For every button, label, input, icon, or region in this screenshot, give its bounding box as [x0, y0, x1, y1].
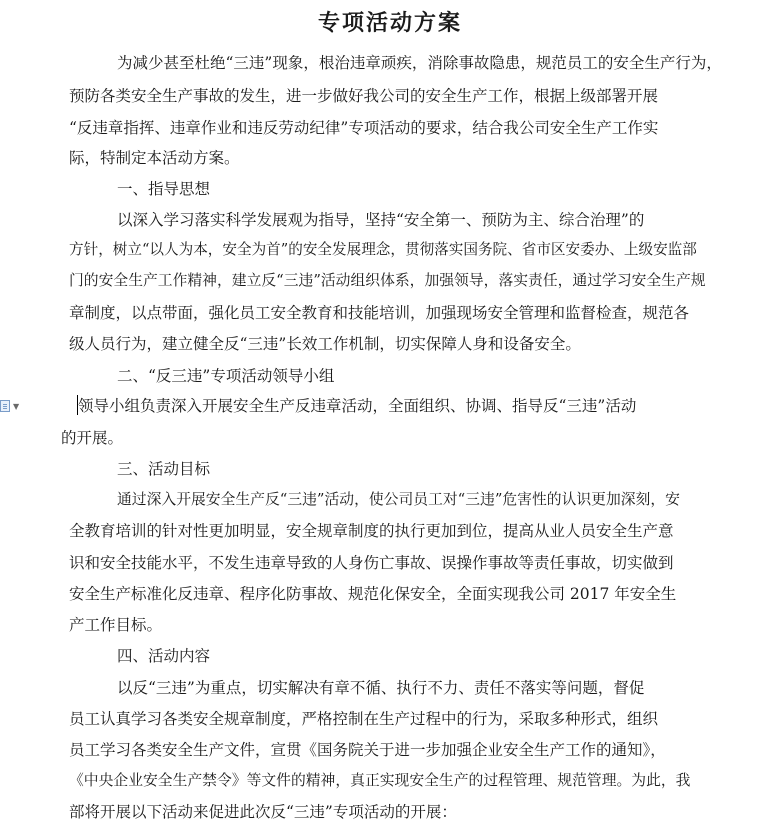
- paste-options-icon[interactable]: [0, 400, 10, 412]
- paragraph-line: 为减少甚至杜绝“三违”现象，根治违章顽疾，消除事故隐患，规范员工的安全生产行为，: [117, 54, 722, 72]
- paragraph-line: 预防各类安全生产事故的发生，进一步做好我公司的安全生产工作，根据上级部署开展: [69, 87, 659, 105]
- paragraph-line: 通过深入开展安全生产反“三违”活动，使公司员工对“三违”危害性的认识更加深刻，安: [117, 491, 680, 508]
- paragraph-line: 《中央企业安全生产禁令》等文件的精神，真正实现安全生产的过程管理、规范管理。为此，我: [69, 772, 691, 789]
- document-title: 专项活动方案: [317, 10, 462, 36]
- section-heading: 二、“反三违”专项活动领导小组: [117, 367, 335, 385]
- paragraph-line: 部将开展以下活动来促进此次反“三违”专项活动的开展：: [69, 803, 457, 821]
- paragraph-line: 领导小组负责深入开展安全生产反违章活动，全面组织、协调、指导反“三违”活动: [78, 397, 637, 415]
- paragraph-line: 以深入学习落实科学发展观为指导，坚持“安全第一、预防为主、综合治理”的: [117, 211, 645, 229]
- paragraph-line: 产工作目标。: [69, 616, 163, 634]
- paragraph-line: 以反“三违”为重点，切实解决有章不循、执行不力、责任不落实等问题，督促: [117, 679, 645, 697]
- paragraph-line: 的开展。: [61, 429, 124, 447]
- section-heading: 三、活动目标: [117, 460, 211, 478]
- paragraph-line: 际，特制定本活动方案。: [69, 149, 240, 167]
- paragraph-line: 门的安全生产工作精神，建立反“三违”活动组织体系，加强领导，落实责任，通过学习安全生产规: [69, 272, 706, 289]
- paragraph-line: 员工学习各类安全生产文件，宣贯《国务院关于进一步加强企业安全生产工作的通知》，: [69, 741, 666, 759]
- paragraph-line: 员工认真学习各类安全规章制度，严格控制在生产过程中的行为，采取多种形式，组织: [69, 710, 659, 728]
- section-heading: 四、活动内容: [117, 647, 211, 665]
- paragraph-line: 方针，树立“以人为本，安全为首”的安全发展理念，贯彻落实国务院、省市区安委办、上级安监部: [69, 241, 697, 258]
- paragraph-line: “反违章指挥、违章作业和违反劳动纪律”专项活动的要求，结合我公司安全生产工作实: [69, 119, 659, 137]
- paragraph-line: 章制度，以点带面，强化员工安全教育和技能培训，加强现场安全管理和监督检查，规范各: [69, 304, 690, 322]
- paragraph-line: 安全生产标准化反违章、程序化防事故、规范化保安全，全面实现我公司 2017 年安全生: [69, 585, 677, 603]
- paragraph-line: 识和安全技能水平，不发生违章导致的人身伤亡事故、误操作事故等责任事故，切实做到: [69, 554, 674, 572]
- paragraph-line: 全教育培训的针对性更加明显，安全规章制度的执行更加到位，提高从业人员安全生产意: [69, 522, 674, 540]
- chevron-down-icon[interactable]: ▼: [13, 402, 20, 411]
- section-heading: 一、指导思想: [117, 180, 211, 198]
- paragraph-line: 级人员行为，建立健全反“三违”长效工作机制，切实保障人身和设备安全。: [69, 335, 581, 353]
